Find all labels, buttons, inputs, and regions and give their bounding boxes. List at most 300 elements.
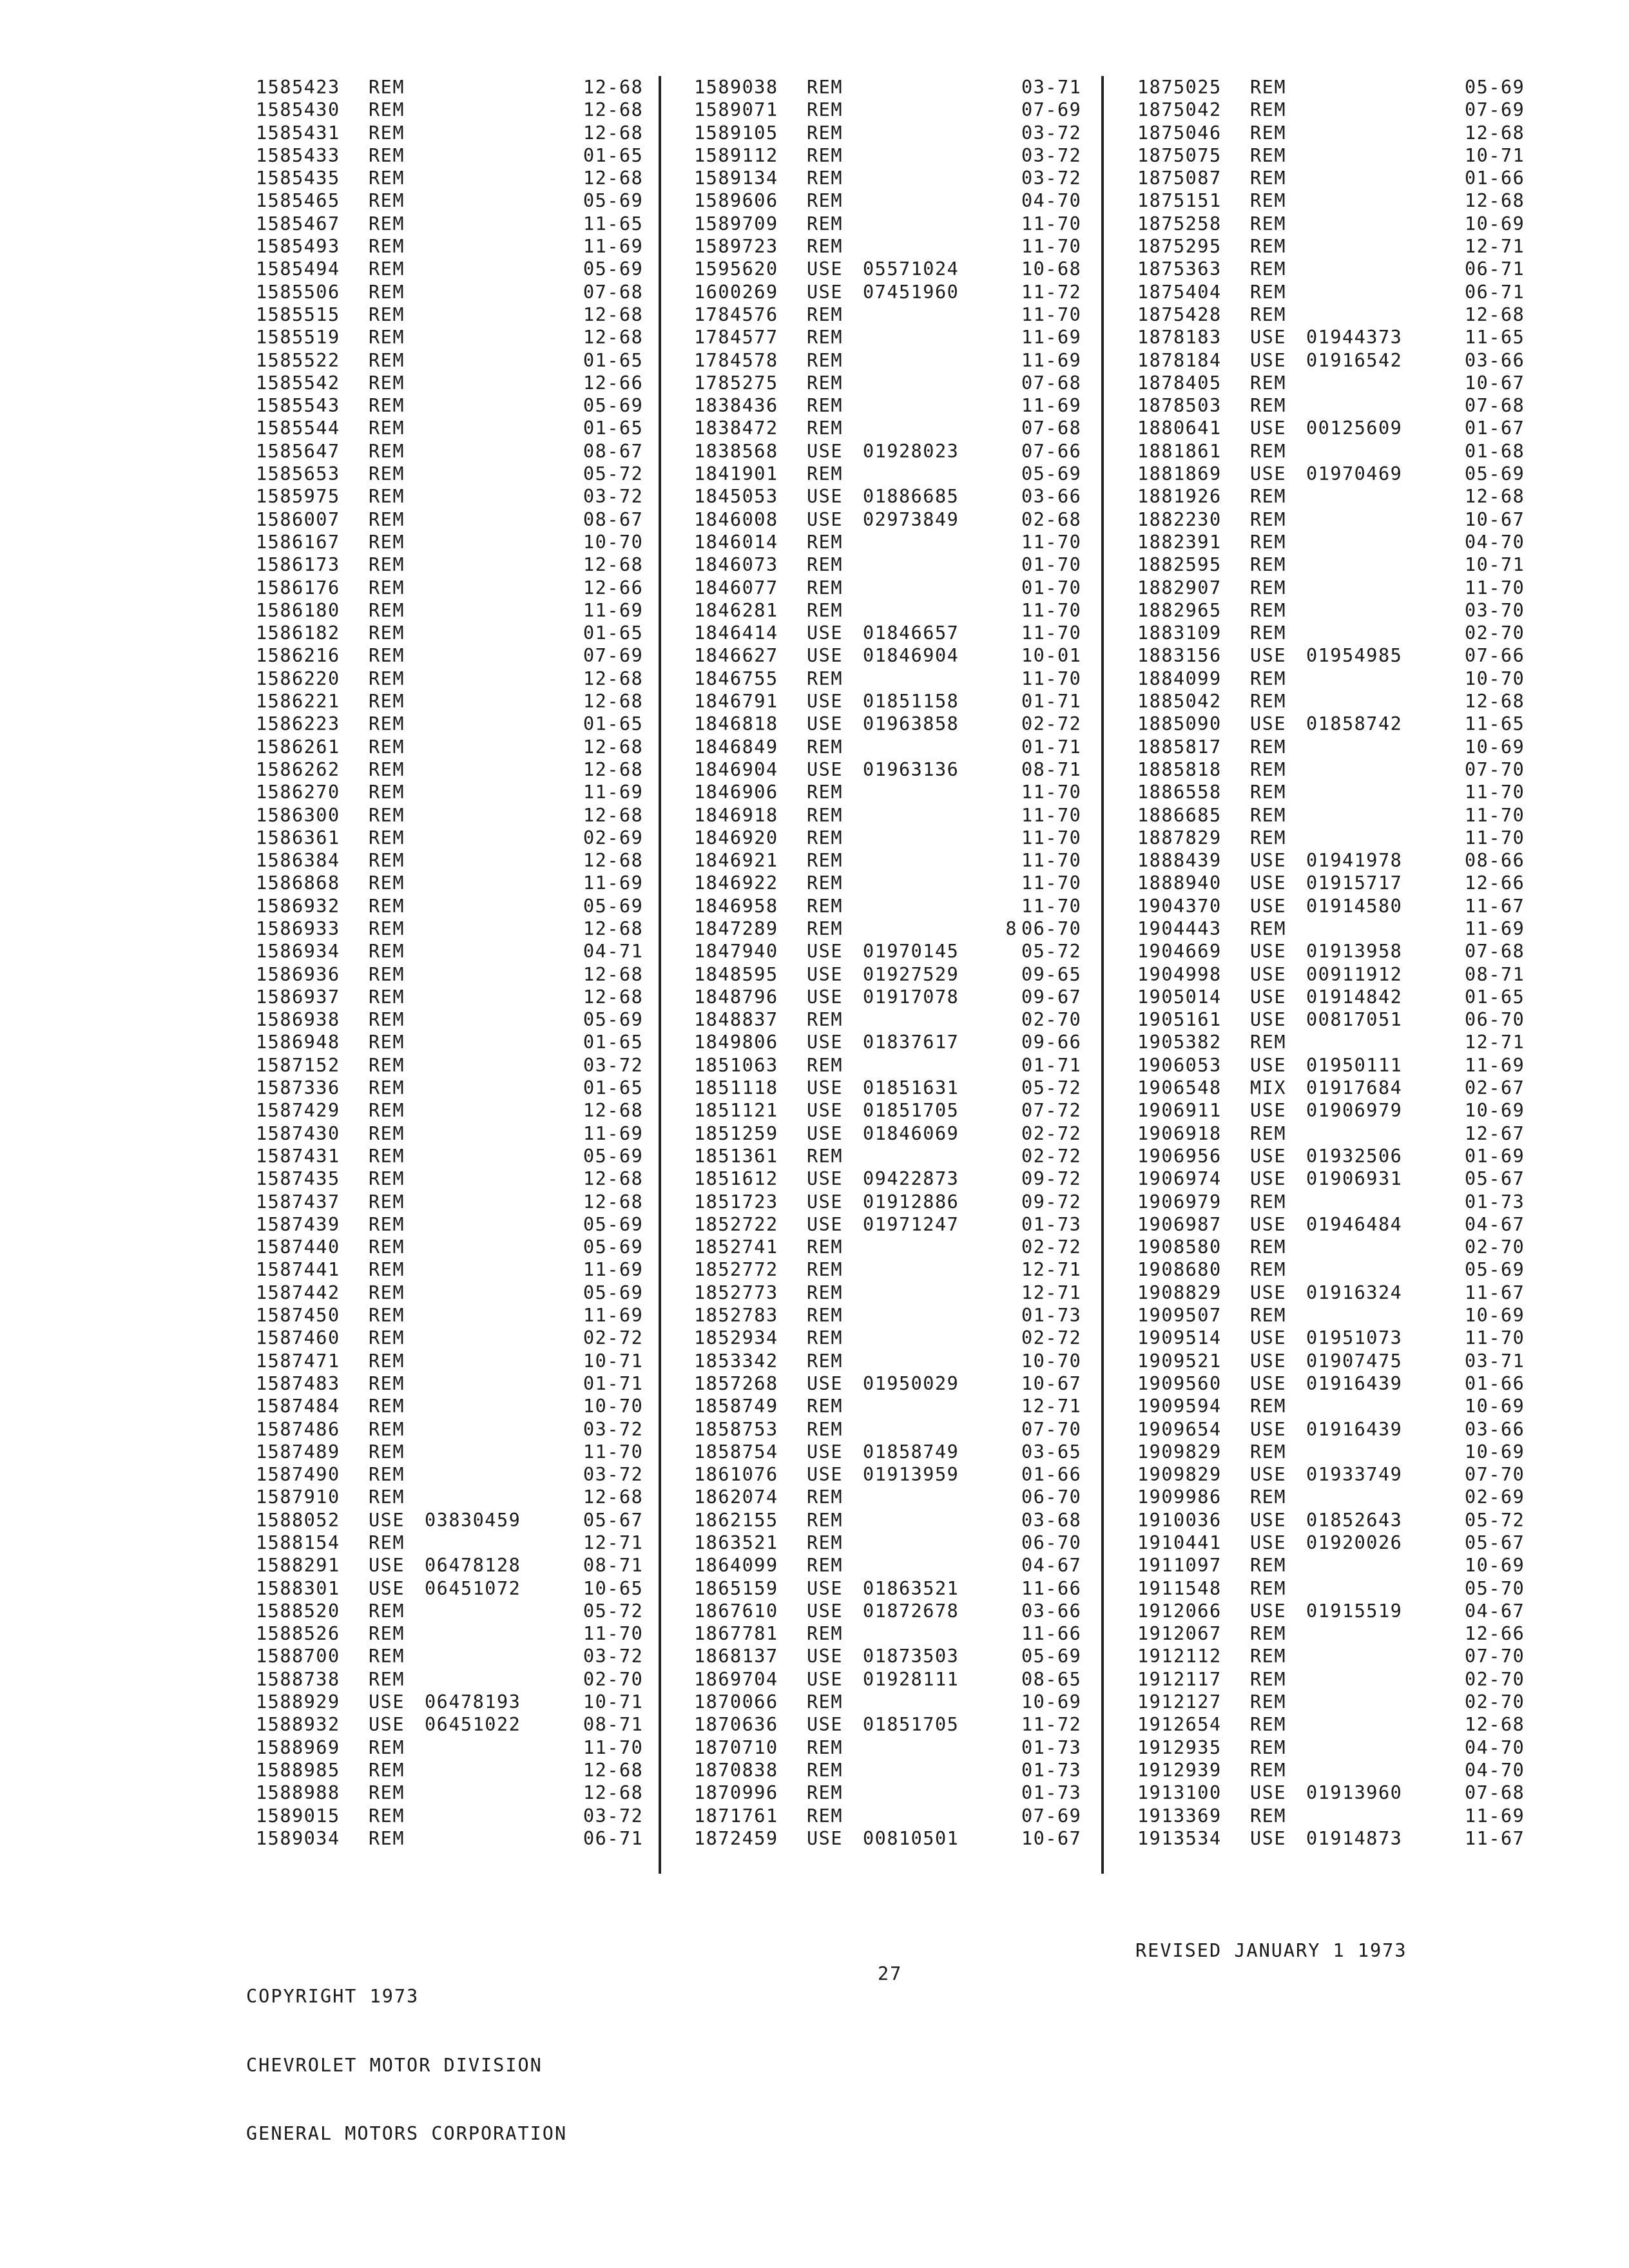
change-date: 07-70	[1465, 1464, 1525, 1486]
part-number: 1905161	[1137, 1009, 1222, 1031]
part-number: 1589709	[694, 213, 778, 235]
status-code: REM	[807, 236, 843, 258]
part-row	[1137, 1622, 1524, 1645]
change-date: 11-70	[1465, 827, 1525, 849]
status-code: USE	[1250, 895, 1286, 917]
replacement-number: 01846657	[863, 622, 959, 644]
part-number: 1912066	[1137, 1600, 1222, 1622]
part-row	[694, 758, 1081, 781]
status-code: REM	[807, 1532, 843, 1553]
part-number: 1867781	[694, 1623, 778, 1645]
status-code: REM	[369, 986, 405, 1008]
part-row	[694, 235, 1081, 258]
change-date: 01-71	[1021, 736, 1082, 758]
change-date: 10-69	[1465, 213, 1525, 235]
part-number: 1906974	[1137, 1168, 1222, 1190]
part-number: 1911097	[1137, 1555, 1222, 1577]
status-code: REM	[369, 463, 405, 485]
replacement-number: 01950111	[1306, 1054, 1403, 1076]
change-date: 07-66	[1465, 645, 1525, 667]
part-number: 1857268	[694, 1372, 778, 1394]
part-row	[256, 1736, 642, 1759]
status-code: USE	[807, 440, 843, 462]
part-row	[256, 1008, 642, 1031]
part-row	[256, 1463, 642, 1486]
part-row	[256, 1441, 642, 1463]
part-row	[256, 1509, 642, 1532]
change-date: 01-65	[583, 349, 644, 371]
status-code: USE	[1250, 1009, 1286, 1031]
status-code: REM	[807, 1759, 843, 1781]
change-date: 07-66	[1021, 440, 1082, 462]
replacement-number: 01916439	[1306, 1418, 1403, 1440]
part-row	[256, 144, 642, 167]
part-row	[1137, 872, 1524, 894]
part-number: 1909654	[1137, 1418, 1222, 1440]
part-number: 1878503	[1137, 395, 1222, 417]
replacement-number: 01951073	[1306, 1327, 1403, 1349]
part-row	[694, 281, 1081, 303]
part-row	[256, 1418, 642, 1441]
part-row	[694, 144, 1081, 167]
status-code: REM	[369, 531, 405, 553]
parts-column-2	[694, 76, 1081, 1850]
part-number: 1852773	[694, 1282, 778, 1303]
part-row	[1137, 940, 1524, 963]
change-date: 01-66	[1021, 1464, 1082, 1486]
part-number: 1586007	[256, 508, 340, 530]
change-date: 12-66	[583, 577, 644, 599]
status-code: REM	[807, 327, 843, 349]
replacement-number: 01928111	[863, 1668, 959, 1690]
change-date: 12-68	[583, 804, 644, 826]
part-number: 1589134	[694, 168, 778, 189]
status-code: USE	[807, 1032, 843, 1053]
change-date: 07-68	[1021, 418, 1082, 439]
status-code: REM	[1250, 122, 1286, 144]
status-code: USE	[807, 622, 843, 644]
part-number: 1587489	[256, 1441, 340, 1463]
part-row	[694, 827, 1081, 849]
part-row	[694, 781, 1081, 803]
change-date: 03-66	[1465, 1418, 1525, 1440]
change-date: 11-69	[1465, 1054, 1525, 1076]
part-row	[1137, 622, 1524, 644]
status-code: REM	[807, 1282, 843, 1303]
status-code: USE	[807, 486, 843, 508]
replacement-number: 01906979	[1306, 1100, 1403, 1122]
replacement-number: 06478193	[425, 1691, 521, 1713]
part-number: 1588700	[256, 1646, 340, 1667]
part-number: 1846849	[694, 736, 778, 758]
part-row	[1137, 1213, 1524, 1236]
change-date: 02-72	[1021, 1236, 1082, 1258]
status-code: REM	[1250, 1577, 1286, 1599]
status-code: REM	[807, 872, 843, 894]
status-code: REM	[369, 872, 405, 894]
part-number: 1875046	[1137, 122, 1222, 144]
change-date: 12-68	[583, 668, 644, 689]
part-number: 1587471	[256, 1350, 340, 1372]
part-row	[1137, 1759, 1524, 1782]
part-number: 1587450	[256, 1305, 340, 1327]
part-row	[1137, 1554, 1524, 1577]
change-date: 10-71	[583, 1691, 644, 1713]
part-number: 1875151	[1137, 190, 1222, 212]
part-row	[1137, 1395, 1524, 1418]
change-date: 03-72	[583, 486, 644, 508]
part-row	[694, 258, 1081, 280]
status-code: REM	[1250, 1305, 1286, 1327]
status-code: USE	[369, 1714, 405, 1736]
status-code: REM	[369, 1736, 405, 1758]
part-row	[256, 167, 642, 189]
change-date: 06-71	[1465, 281, 1525, 303]
change-date: 01-73	[1021, 1213, 1082, 1235]
part-row	[1137, 758, 1524, 781]
part-number: 1585467	[256, 213, 340, 235]
part-number: 1585465	[256, 190, 340, 212]
part-number: 1848796	[694, 986, 778, 1008]
part-number: 1852741	[694, 1236, 778, 1258]
change-date: 02-70	[583, 1668, 644, 1690]
part-number: 1881869	[1137, 463, 1222, 485]
part-row	[694, 1736, 1081, 1759]
status-code: USE	[807, 1441, 843, 1463]
status-code: REM	[369, 713, 405, 735]
change-date: 05-67	[583, 1509, 644, 1531]
change-date: 10-69	[1465, 1396, 1525, 1418]
part-number: 1846922	[694, 872, 778, 894]
change-date: 10-70	[583, 531, 644, 553]
status-code: REM	[369, 1464, 405, 1486]
part-number: 1858753	[694, 1418, 778, 1440]
replacement-number: 01927529	[863, 963, 959, 985]
part-number: 1586934	[256, 941, 340, 963]
status-code: REM	[369, 1759, 405, 1781]
change-date: 05-69	[583, 395, 644, 417]
part-number: 1884099	[1137, 668, 1222, 689]
part-row	[694, 804, 1081, 827]
part-row	[256, 713, 642, 735]
status-code: REM	[1250, 1623, 1286, 1645]
status-code: REM	[807, 144, 843, 166]
change-date: 09-66	[1021, 1032, 1082, 1053]
status-code: REM	[1250, 1691, 1286, 1713]
change-date: 02-72	[1021, 713, 1082, 735]
part-row	[694, 1372, 1081, 1395]
status-code: REM	[1250, 1259, 1286, 1281]
status-code: REM	[369, 144, 405, 166]
change-date: 11-70	[1021, 782, 1082, 803]
status-code: REM	[369, 1236, 405, 1258]
change-date: 01-65	[583, 1077, 644, 1099]
status-code: REM	[1250, 258, 1286, 280]
change-date: 02-72	[1021, 1327, 1082, 1349]
part-row	[1137, 736, 1524, 758]
part-row	[256, 99, 642, 121]
change-date: 01-65	[583, 144, 644, 166]
part-row	[1137, 258, 1524, 280]
part-number: 1846906	[694, 782, 778, 803]
part-number: 1600269	[694, 281, 778, 303]
replacement-number: 01928023	[863, 440, 959, 462]
change-date: 10-67	[1021, 1827, 1082, 1849]
part-number: 1838472	[694, 418, 778, 439]
change-date: 09-72	[1021, 1168, 1082, 1190]
change-date: 12-68	[583, 963, 644, 985]
change-date: 07-69	[1465, 99, 1525, 121]
change-date: 12-68	[583, 691, 644, 713]
part-row	[694, 895, 1081, 918]
change-date: 05-67	[1465, 1532, 1525, 1553]
status-code: REM	[1250, 554, 1286, 576]
part-number: 1906987	[1137, 1213, 1222, 1235]
change-date: 10-69	[1465, 1100, 1525, 1122]
change-date: 01-66	[1465, 1372, 1525, 1394]
status-code: REM	[369, 1259, 405, 1281]
change-date: 12-66	[1465, 872, 1525, 894]
status-code: USE	[369, 1555, 405, 1577]
part-row	[694, 1327, 1081, 1349]
status-code: USE	[1250, 850, 1286, 872]
part-row	[1137, 918, 1524, 940]
part-row	[1137, 668, 1524, 690]
part-row	[256, 1327, 642, 1349]
change-date: 11-72	[1021, 281, 1082, 303]
status-code: REM	[807, 1782, 843, 1804]
part-number: 1904998	[1137, 963, 1222, 985]
part-number: 1586261	[256, 736, 340, 758]
part-row	[694, 599, 1081, 622]
part-number: 1869704	[694, 1668, 778, 1690]
change-date: 05-69	[583, 1236, 644, 1258]
part-row	[256, 372, 642, 394]
part-row	[1137, 281, 1524, 303]
part-row	[1137, 144, 1524, 167]
status-code: USE	[807, 1168, 843, 1190]
change-date: 02-72	[1021, 1145, 1082, 1167]
change-date: 01-67	[1465, 418, 1525, 439]
status-code: USE	[807, 1464, 843, 1486]
part-number: 1904669	[1137, 941, 1222, 963]
change-date: 10-69	[1465, 1305, 1525, 1327]
status-code: REM	[807, 554, 843, 576]
status-code: USE	[1250, 713, 1286, 735]
replacement-number: 01872678	[863, 1600, 959, 1622]
part-number: 1587442	[256, 1282, 340, 1303]
status-code: USE	[1250, 1145, 1286, 1167]
status-code: REM	[807, 395, 843, 417]
change-date: 05-69	[583, 1009, 644, 1031]
part-number: 1870636	[694, 1714, 778, 1736]
status-code: USE	[1250, 1350, 1286, 1372]
part-row	[694, 1168, 1081, 1190]
part-number: 1586167	[256, 531, 340, 553]
status-code: REM	[1250, 758, 1286, 780]
part-number: 1586176	[256, 577, 340, 599]
replacement-number: 01916542	[1306, 349, 1403, 371]
part-row	[694, 553, 1081, 576]
part-number: 1909829	[1137, 1464, 1222, 1486]
part-row	[694, 1668, 1081, 1691]
change-date: 12-68	[583, 1782, 644, 1804]
change-date: 11-66	[1021, 1577, 1082, 1599]
part-number: 1846281	[694, 599, 778, 621]
change-date: 05-69	[583, 258, 644, 280]
part-number: 1870710	[694, 1736, 778, 1758]
status-code: REM	[807, 213, 843, 235]
part-row	[1137, 1600, 1524, 1622]
status-code: REM	[369, 395, 405, 417]
part-row	[1137, 531, 1524, 553]
part-row	[694, 1395, 1081, 1418]
part-number: 1588291	[256, 1555, 340, 1577]
change-date: 08-71	[1021, 758, 1082, 780]
change-date: 12-68	[1465, 190, 1525, 212]
part-number: 1882391	[1137, 531, 1222, 553]
status-code: REM	[369, 440, 405, 462]
part-number: 1886685	[1137, 804, 1222, 826]
part-row	[1137, 1236, 1524, 1258]
change-date: 01-73	[1465, 1191, 1525, 1213]
part-row	[694, 326, 1081, 349]
status-code: REM	[1250, 1759, 1286, 1781]
status-code: REM	[807, 804, 843, 826]
change-date: 05-72	[1021, 941, 1082, 963]
change-date: 09-65	[1021, 963, 1082, 985]
part-row	[1137, 713, 1524, 735]
replacement-number: 01932506	[1306, 1145, 1403, 1167]
part-row	[256, 1236, 642, 1258]
part-row	[256, 690, 642, 713]
change-date: 06-70	[1021, 1486, 1082, 1508]
part-row	[694, 1554, 1081, 1577]
replacement-number: 01915519	[1306, 1600, 1403, 1622]
change-date: 11-70	[1465, 782, 1525, 803]
change-date: 12-68	[583, 77, 644, 98]
part-number: 1853342	[694, 1350, 778, 1372]
part-number: 1909560	[1137, 1372, 1222, 1394]
part-number: 1847289	[694, 918, 778, 939]
part-number: 1851121	[694, 1100, 778, 1122]
change-date: 08-67	[583, 508, 644, 530]
part-number: 1878183	[1137, 327, 1222, 349]
part-number: 1585515	[256, 303, 340, 325]
status-code: REM	[1250, 1122, 1286, 1144]
part-row	[1137, 1327, 1524, 1349]
change-date: 12-71	[583, 1532, 644, 1553]
change-date: 02-70	[1465, 1691, 1525, 1713]
part-row	[694, 1645, 1081, 1667]
status-code: REM	[369, 1372, 405, 1394]
status-code: REM	[369, 1486, 405, 1508]
part-row	[1137, 781, 1524, 803]
status-code: USE	[369, 1691, 405, 1713]
part-number: 1589034	[256, 1827, 340, 1849]
status-code: REM	[1250, 782, 1286, 803]
part-row	[694, 99, 1081, 121]
change-date: 11-69	[1465, 918, 1525, 939]
change-date: 12-71	[1021, 1259, 1082, 1281]
change-date: 12-68	[1465, 303, 1525, 325]
part-row	[256, 553, 642, 576]
status-code: REM	[1250, 918, 1286, 939]
part-row	[256, 940, 642, 963]
part-number: 1882595	[1137, 554, 1222, 576]
status-code: REM	[807, 303, 843, 325]
part-number: 1909986	[1137, 1486, 1222, 1508]
replacement-number: 01944373	[1306, 327, 1403, 349]
status-code: REM	[369, 895, 405, 917]
change-date: 01-70	[1021, 554, 1082, 576]
change-date: 10-70	[1465, 668, 1525, 689]
status-code: REM	[807, 1691, 843, 1713]
part-row	[256, 895, 642, 918]
status-code: USE	[1250, 1100, 1286, 1122]
change-date: 01-70	[1021, 577, 1082, 599]
status-code: USE	[807, 645, 843, 667]
status-code: REM	[807, 77, 843, 98]
part-number: 1846904	[694, 758, 778, 780]
status-code: REM	[1250, 372, 1286, 394]
part-row	[256, 1350, 642, 1372]
change-date: 11-65	[583, 213, 644, 235]
status-code: USE	[1250, 1532, 1286, 1553]
change-date: 05-69	[1465, 1259, 1525, 1281]
part-number: 1595620	[694, 258, 778, 280]
change-date: 05-70	[1465, 1577, 1525, 1599]
part-number: 1588969	[256, 1736, 340, 1758]
change-date: 11-69	[583, 236, 644, 258]
change-date: 08-65	[1021, 1668, 1082, 1690]
replacement-number: 01933749	[1306, 1464, 1403, 1486]
change-date: 06-71	[1465, 258, 1525, 280]
part-number: 1872459	[694, 1827, 778, 1849]
part-row	[256, 668, 642, 690]
change-date: 03-71	[1021, 77, 1082, 98]
replacement-number: 01963858	[863, 713, 959, 735]
status-code: USE	[807, 258, 843, 280]
part-row	[256, 1282, 642, 1304]
part-number: 1906548	[1137, 1077, 1222, 1099]
status-code: REM	[369, 122, 405, 144]
part-number: 1589038	[694, 77, 778, 98]
status-code: REM	[807, 1736, 843, 1758]
part-number: 1587483	[256, 1372, 340, 1394]
part-row	[256, 577, 642, 599]
change-date: 02-70	[1465, 1668, 1525, 1690]
part-row	[694, 736, 1081, 758]
part-number: 1585506	[256, 281, 340, 303]
change-date: 11-69	[1465, 1805, 1525, 1827]
part-number: 1848595	[694, 963, 778, 985]
part-row	[1137, 1509, 1524, 1532]
copyright-block	[246, 1939, 567, 2168]
status-code: REM	[1250, 1441, 1286, 1463]
part-row	[256, 1668, 642, 1691]
status-code: REM	[369, 1305, 405, 1327]
part-row	[256, 1827, 642, 1850]
change-date: 02-69	[583, 827, 644, 849]
part-number: 1870066	[694, 1691, 778, 1713]
status-code: REM	[1250, 1191, 1286, 1213]
status-code: REM	[1250, 531, 1286, 553]
status-code: REM	[369, 918, 405, 939]
part-number: 1838568	[694, 440, 778, 462]
part-row	[256, 326, 642, 349]
status-code: REM	[807, 1396, 843, 1418]
